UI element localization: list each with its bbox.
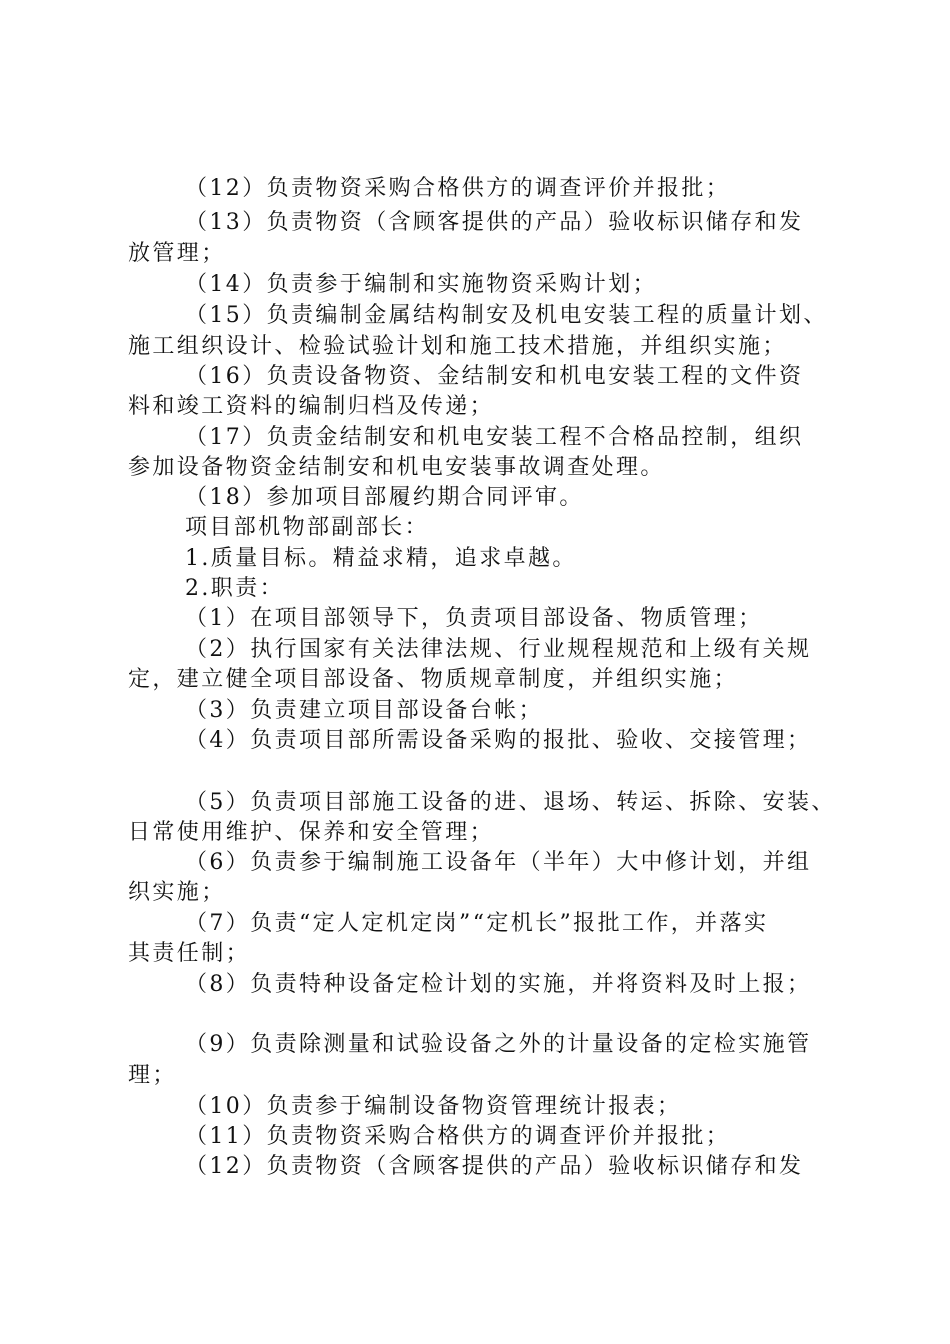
paragraph-line: 1.质量目标。精益求精，追求卓越。 (185, 546, 577, 571)
paragraph-line: （12）负责物资（含顾客提供的产品）验收标识储存和发 (185, 1154, 804, 1179)
paragraph-line: （15）负责编制金属结构制安及机电安装工程的质量计划、 (185, 303, 828, 328)
paragraph-line: （10）负责参于编制设备物资管理统计报表； (185, 1094, 682, 1119)
paragraph-line: 日常使用维护、保养和安全管理； (128, 820, 495, 845)
paragraph-line: （5）负责项目部施工设备的进、退场、转运、拆除、安装、 (185, 790, 836, 815)
paragraph-line: （16）负责设备物资、金结制安和机电安装工程的文件资 (185, 364, 804, 389)
paragraph-line: （4）负责项目部所需设备采购的报批、验收、交接管理； (185, 728, 812, 753)
paragraph-line: （12）负责物资采购合格供方的调查评价并报批； (185, 176, 731, 201)
paragraph-line: 参加设备物资金结制安和机电安装事故调查处理。 (128, 455, 665, 480)
paragraph-line: 料和竣工资料的编制归档及传递； (128, 394, 495, 419)
paragraph-line: （13）负责物资（含顾客提供的产品）验收标识储存和发 (185, 210, 804, 235)
paragraph-line: 织实施； (128, 880, 226, 905)
paragraph-line: （2）执行国家有关法律法规、行业规程规范和上级有关规 (185, 637, 812, 662)
paragraph-line: 其责任制； (128, 941, 251, 966)
paragraph-line: 施工组织设计、检验试验计划和施工技术措施，并组织实施； (128, 334, 787, 359)
paragraph-line: （9）负责除测量和试验设备之外的计量设备的定检实施管 (185, 1032, 812, 1057)
paragraph-line: （17）负责金结制安和机电安装工程不合格品控制，组织 (185, 425, 804, 450)
paragraph-line: （14）负责参于编制和实施物资采购计划； (185, 272, 657, 297)
paragraph-line: 2.职责： (185, 576, 284, 601)
paragraph-line: （3）负责建立项目部设备台帐； (185, 698, 543, 723)
paragraph-line: （18）参加项目部履约期合同评审。 (185, 485, 584, 510)
section-heading: 项目部机物部副部长： (185, 515, 430, 540)
paragraph-line: （11）负责物资采购合格供方的调查评价并报批； (185, 1124, 731, 1149)
paragraph-line: 理； (128, 1063, 177, 1088)
paragraph-line: 定，建立健全项目部设备、物质规章制度，并组织实施； (128, 667, 739, 692)
paragraph-line: （1）在项目部领导下，负责项目部设备、物质管理； (185, 606, 763, 631)
paragraph-line: （8）负责特种设备定检计划的实施，并将资料及时上报； (185, 972, 812, 997)
paragraph-line: （6）负责参于编制施工设备年（半年）大中修计划，并组 (185, 850, 812, 875)
paragraph-line: 放管理； (128, 241, 226, 266)
paragraph-line: （7）负责“定人定机定岗”“定机长”报批工作，并落实 (185, 911, 769, 936)
